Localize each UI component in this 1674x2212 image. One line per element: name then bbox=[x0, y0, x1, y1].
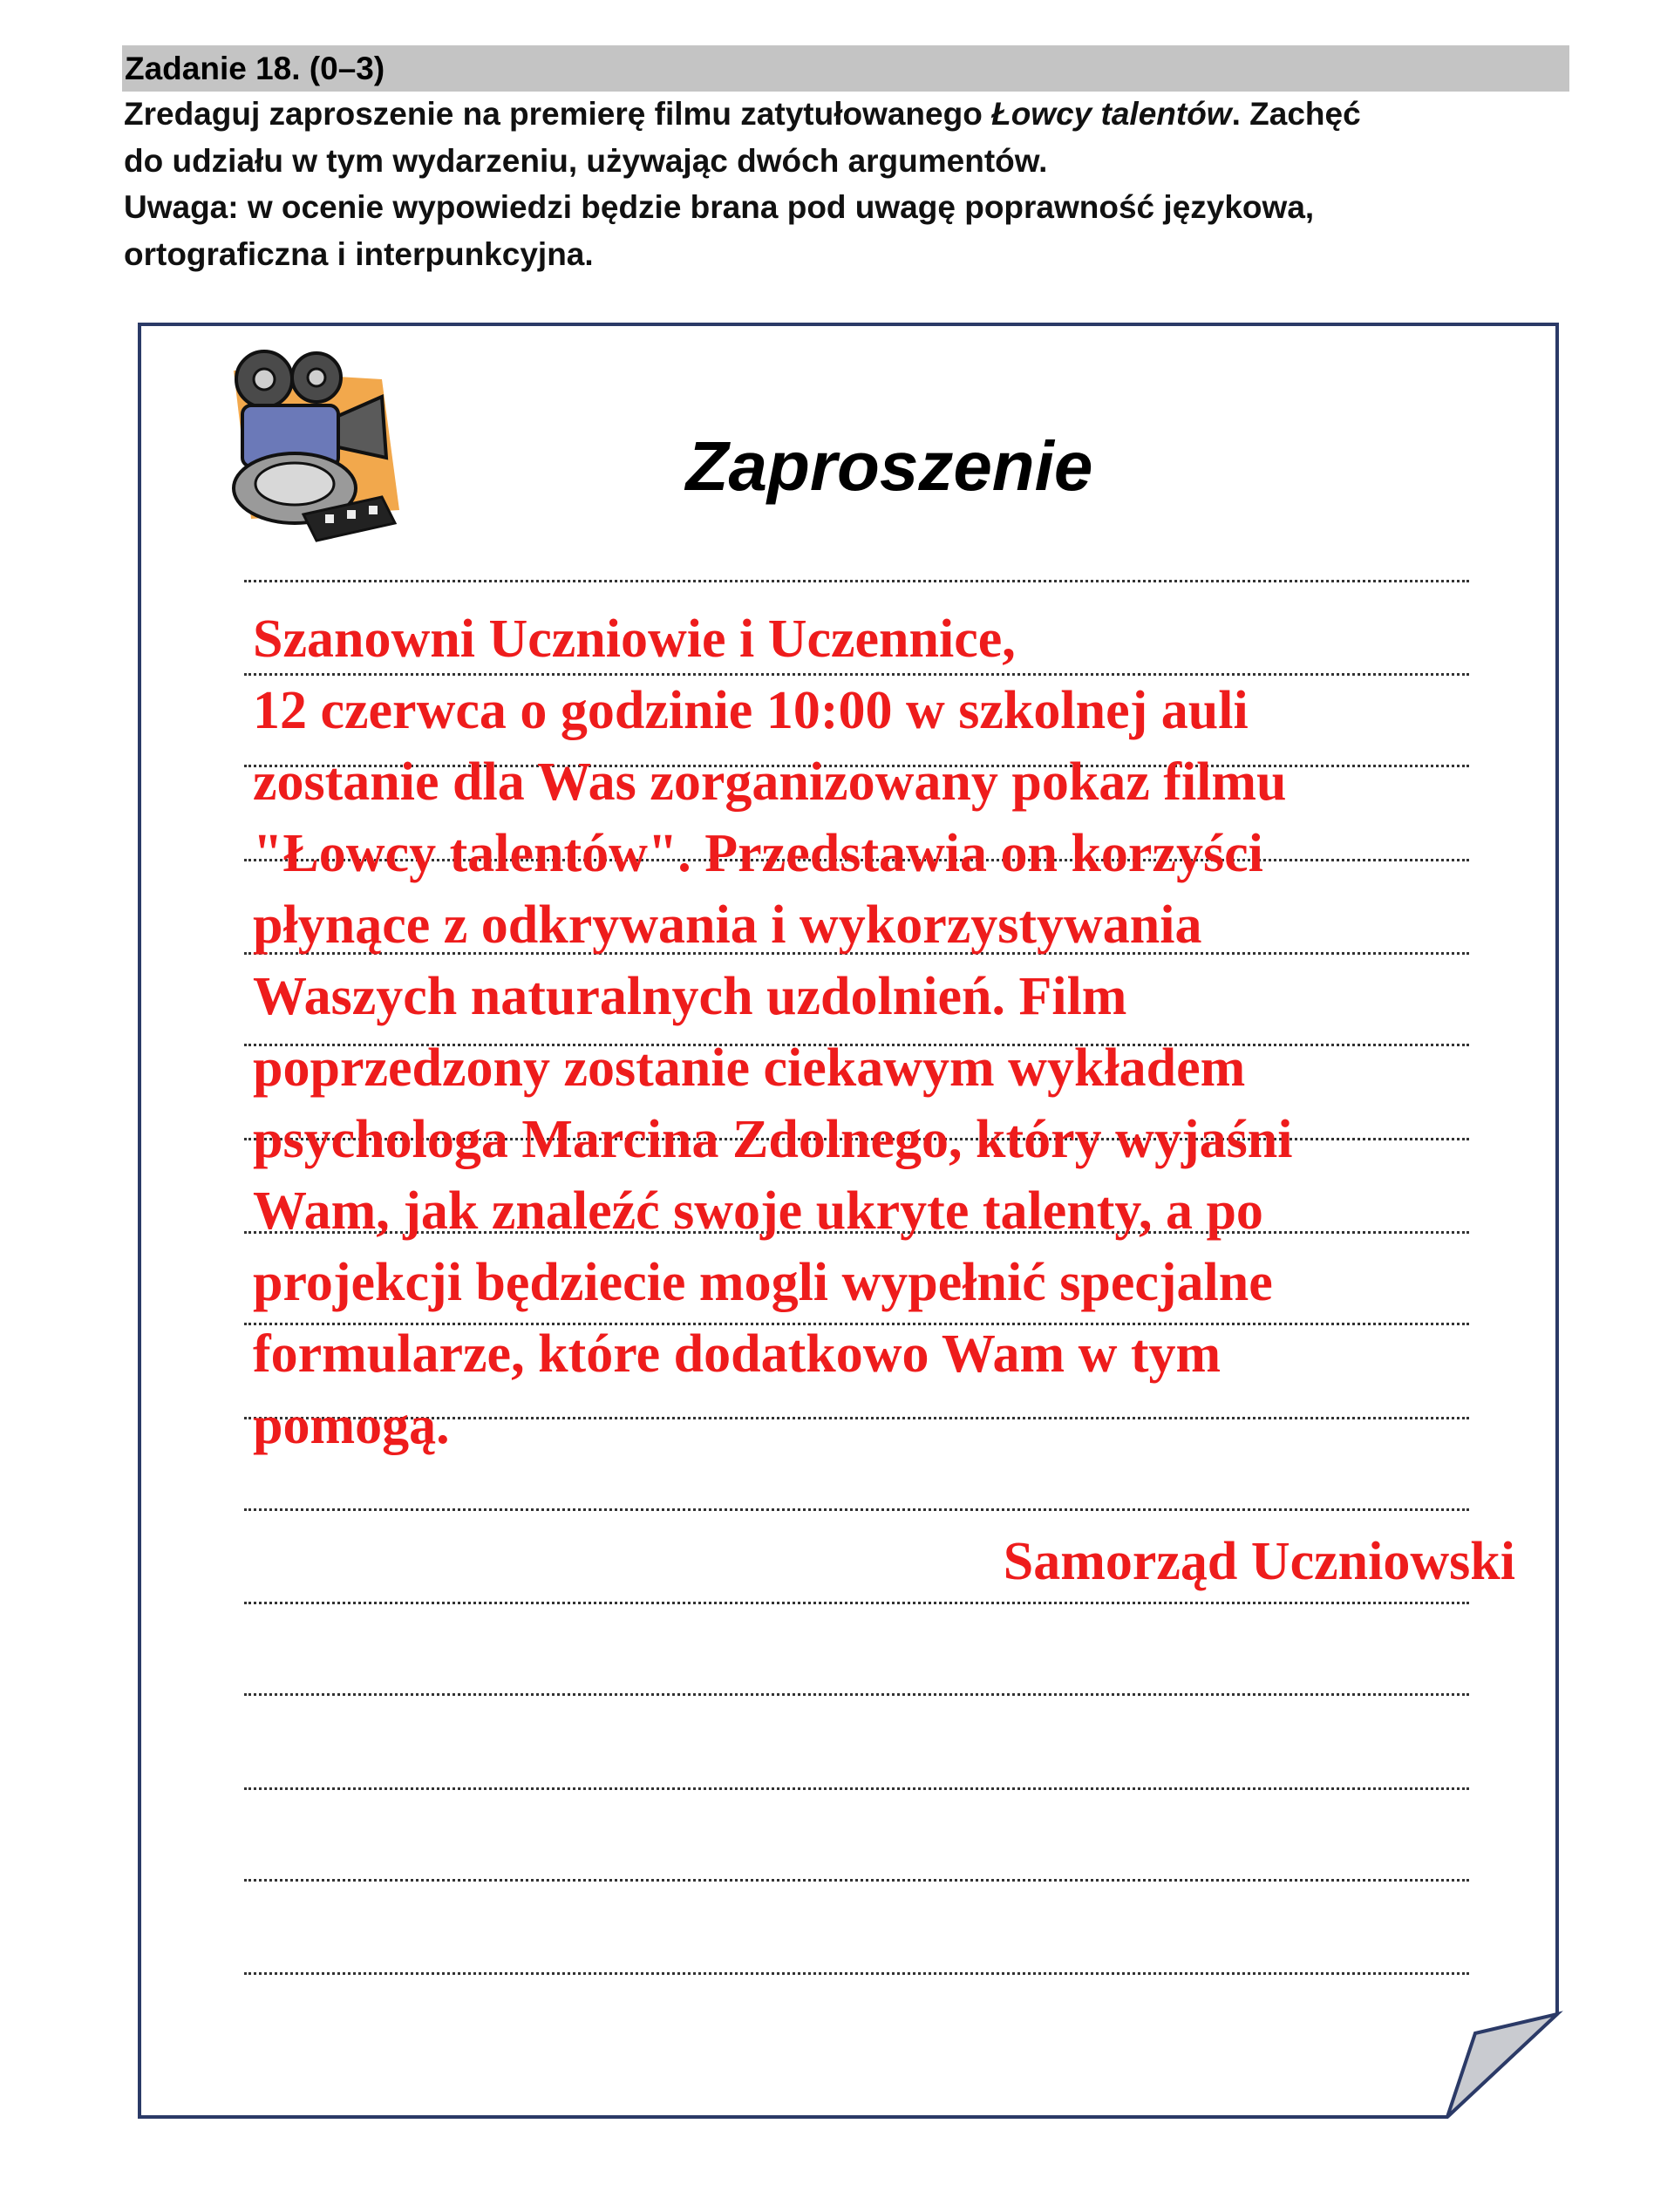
task-header: Zadanie 18. (0–3) bbox=[122, 45, 1569, 92]
answer-line bbox=[244, 1879, 1469, 1882]
instruction-text-end: . Zachęć bbox=[1231, 96, 1361, 132]
letter-signature: Samorząd Uczniowski bbox=[1003, 1532, 1515, 1591]
note-line-1: Uwaga: w ocenie wypowiedzi będzie brana pod uwagę poprawność językowa, bbox=[124, 189, 1315, 225]
answer-line bbox=[244, 1693, 1469, 1696]
answer-line bbox=[244, 1972, 1469, 1975]
film-camera-icon bbox=[216, 344, 417, 554]
letter-body bbox=[253, 603, 1543, 1461]
letter-line: płynące z odkrywania i wykorzystywania bbox=[253, 895, 1202, 955]
letter-line: Wam, jak znaleźć swoje ukryte talenty, a po bbox=[253, 1181, 1263, 1241]
letter-greeting: Szanowni Uczniowie i Uczennice, bbox=[253, 609, 1016, 669]
answer-line bbox=[244, 1508, 1469, 1511]
note-line-2: ortograficzna i interpunkcyjna. bbox=[124, 235, 594, 272]
answer-line bbox=[244, 1602, 1469, 1604]
letter-line: pomogą. bbox=[253, 1396, 450, 1455]
letter-line: poprzedzony zostanie ciekawym wykładem bbox=[253, 1038, 1246, 1098]
letter-line: "Łowcy talentów". Przedstawia on korzyści bbox=[253, 824, 1263, 883]
film-title: Łowcy talentów bbox=[991, 96, 1232, 132]
letter-line: psychologa Marcina Zdolnego, który wyjaśni bbox=[253, 1110, 1293, 1169]
letter-line: formularze, które dodatkowo Wam w tym bbox=[253, 1324, 1221, 1384]
letter-title: Zaproszenie bbox=[685, 427, 1093, 505]
letter-line: projekcji będziecie mogli wypełnić specjalne bbox=[253, 1253, 1273, 1312]
letter-line: zostanie dla Was zorganizowany pokaz filmu bbox=[253, 752, 1287, 812]
answer-line bbox=[244, 580, 1469, 582]
instruction-text: Zredaguj zaproszenie na premierę filmu zatytułowanego bbox=[124, 96, 992, 132]
answer-line bbox=[244, 1787, 1469, 1790]
letter-line: Waszych naturalnych uzdolnień. Film bbox=[253, 967, 1127, 1026]
letter-line: 12 czerwca o godzinie 10:00 w szkolnej auli bbox=[253, 681, 1249, 740]
instruction-line-2: do udziału w tym wydarzeniu, używając dwóch argumentów. bbox=[124, 142, 1048, 179]
